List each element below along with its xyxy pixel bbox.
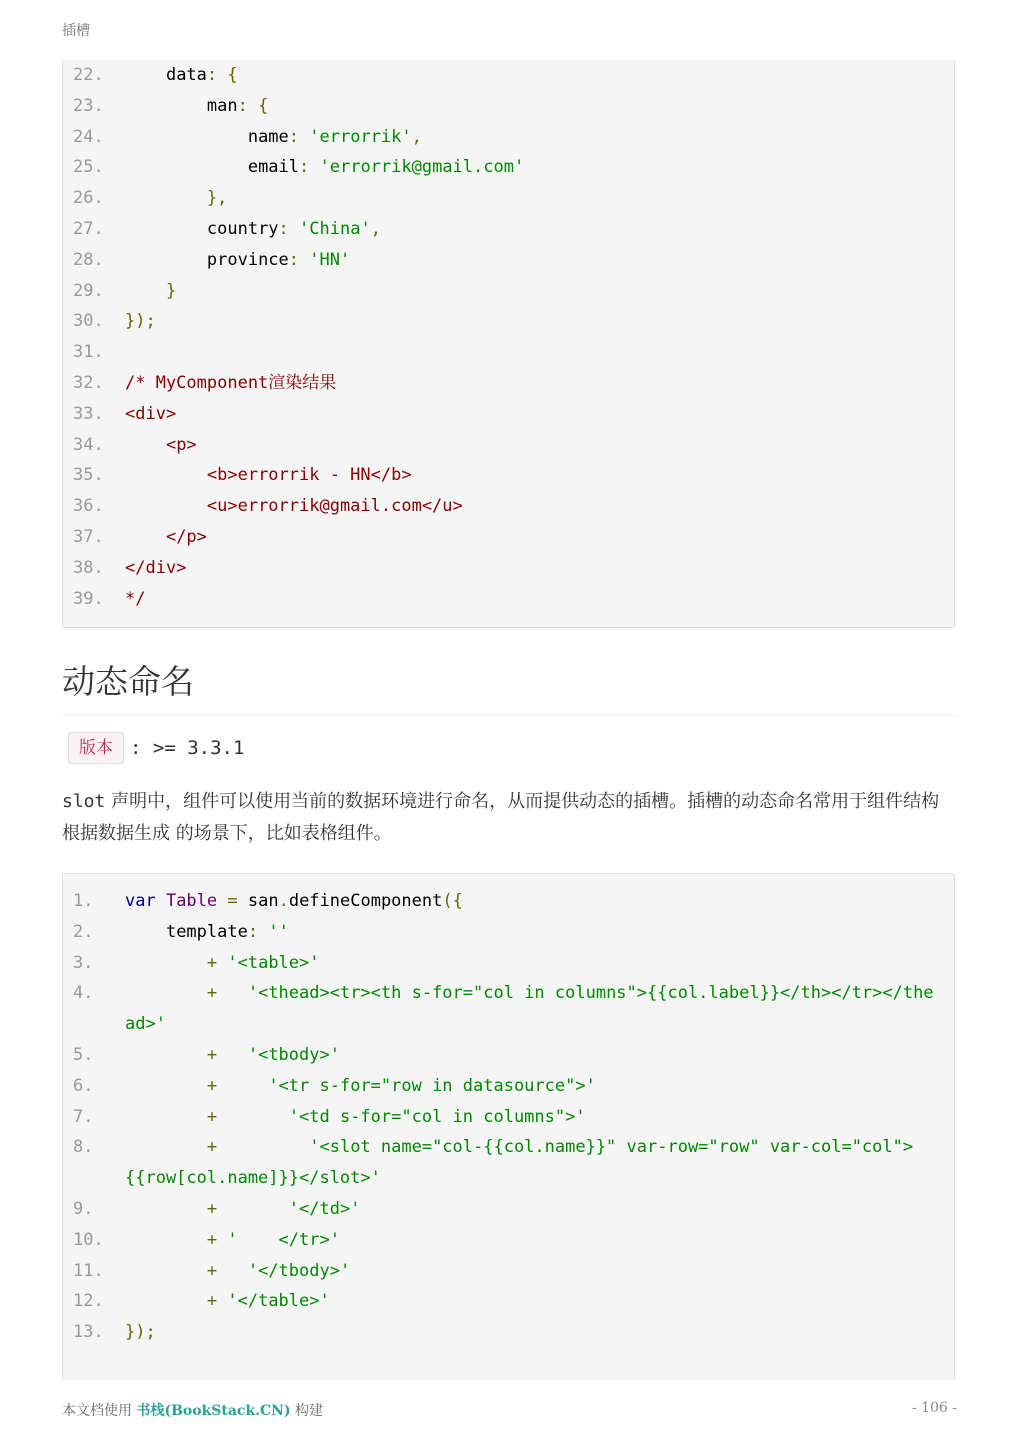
line-number: 38.	[73, 557, 104, 578]
code-token: : {	[206, 65, 238, 85]
code-token: <u>errorrik@gmail.com</u>	[125, 496, 463, 517]
code-token: });	[125, 311, 156, 332]
line-number: 27.	[73, 218, 104, 239]
code-token: :	[278, 218, 300, 239]
line-number: 4.	[73, 983, 94, 1004]
code-text	[125, 368, 934, 399]
code-text	[125, 60, 934, 91]
code-line	[63, 1071, 954, 1102]
code-token: +	[125, 1137, 310, 1158]
line-number: 5.	[73, 1044, 94, 1065]
line-number: 12.	[73, 1291, 104, 1312]
code-line	[63, 183, 954, 214]
code-text	[125, 399, 934, 430]
code-line	[63, 245, 954, 276]
code-token: <b>errorrik - HN</b>	[125, 465, 412, 486]
code-token: :	[288, 249, 310, 270]
code-token: '<tbody>'	[247, 1044, 340, 1065]
line-number: 11.	[73, 1260, 104, 1281]
code-token: });	[125, 1322, 156, 1343]
code-text	[125, 430, 934, 461]
code-token: name	[125, 126, 289, 147]
line-number: 37.	[73, 526, 104, 547]
code-text	[125, 491, 934, 522]
code-token: '<thead><tr><th s-for="col in columns">{{col.label}}</th></tr></thead>'	[125, 983, 934, 1035]
code-line	[63, 91, 954, 122]
code-text	[125, 91, 934, 122]
code-block-2	[62, 873, 955, 1380]
line-number: 1.	[73, 891, 94, 911]
line-number: 30.	[73, 311, 104, 332]
code-token: }	[125, 280, 177, 301]
code-line	[63, 337, 954, 368]
code-token: =	[227, 891, 248, 911]
code-token: </p>	[125, 526, 207, 547]
code-token: <p>	[125, 434, 197, 455]
code-text	[125, 214, 934, 245]
line-number: 34.	[73, 434, 104, 455]
footer-suffix: 构建	[290, 1403, 324, 1419]
line-number: 28.	[73, 249, 104, 270]
code-line	[63, 460, 954, 491]
line-number: 39.	[73, 588, 104, 609]
code-line	[63, 399, 954, 430]
line-number: 3.	[73, 952, 94, 973]
code-text	[125, 978, 934, 1040]
code-text	[125, 1071, 934, 1102]
code-token: 'errorrik'	[309, 126, 412, 147]
code-line	[63, 60, 954, 91]
code-token: ' </tr>'	[227, 1229, 340, 1250]
code-text	[125, 1132, 934, 1194]
code-token: +	[125, 1291, 228, 1312]
section-paragraph	[62, 786, 957, 850]
code-block-1	[62, 60, 955, 628]
code-token: :	[288, 126, 310, 147]
code-text	[125, 1040, 934, 1071]
code-text	[125, 584, 934, 615]
code-token: +	[125, 1229, 228, 1250]
code-token: defineComponent	[288, 891, 443, 911]
footer-link[interactable]: 书栈(BookStack.CN)	[136, 1403, 291, 1419]
code-token: '<table>'	[227, 952, 320, 973]
line-number: 35.	[73, 465, 104, 486]
code-token: +	[125, 952, 228, 973]
code-line	[63, 152, 954, 183]
code-line	[63, 978, 954, 1040]
code-token: 'errorrik@gmail.com'	[319, 157, 525, 178]
code-token: '<slot name="col-{{col.name}}" var-row="row" var-col="col">{{row[col.name]}}</slot>'	[125, 1137, 914, 1189]
code-token: </div>	[125, 557, 187, 578]
code-token: :	[299, 157, 320, 178]
code-line	[63, 1225, 954, 1256]
code-token: Table	[165, 891, 228, 911]
code-line	[63, 1132, 954, 1194]
code-line	[63, 1102, 954, 1133]
code-text	[125, 1225, 934, 1256]
footer-prefix: 本文档使用	[62, 1403, 137, 1419]
code-token: 'HN'	[309, 249, 351, 270]
code-line	[63, 917, 954, 948]
code-token: /* MyComponent渲染结果	[125, 372, 337, 393]
code-token: 'China'	[299, 218, 371, 239]
code-text	[125, 460, 934, 491]
line-number: 2.	[73, 921, 94, 942]
code-token: +	[125, 1260, 248, 1281]
line-number: 13.	[73, 1322, 104, 1343]
line-number: 36.	[73, 496, 104, 517]
code-token: country	[125, 218, 279, 239]
code-token: '<tr s-for="row in datasource">'	[268, 1075, 596, 1096]
line-number: 29.	[73, 280, 104, 301]
code-line	[63, 584, 954, 615]
code-token: ({	[442, 891, 463, 911]
line-number: 6.	[73, 1075, 94, 1096]
code-token: ,	[411, 126, 422, 147]
code-token: '</td>'	[288, 1198, 361, 1219]
code-text	[125, 553, 934, 584]
code-token: san	[247, 891, 279, 911]
code-text	[125, 1286, 934, 1317]
code-token: email	[125, 157, 300, 178]
code-line	[63, 306, 954, 337]
code-text	[125, 122, 934, 153]
page-header-label: 插槽	[62, 23, 90, 39]
code-line	[63, 122, 954, 153]
code-token: : {	[237, 95, 269, 116]
line-number: 8.	[73, 1137, 94, 1158]
code-token: +	[125, 1044, 248, 1065]
code-text	[125, 917, 934, 948]
code-token: },	[125, 188, 228, 209]
code-line	[63, 491, 954, 522]
code-token: data	[125, 65, 207, 85]
inline-code: slot	[62, 791, 106, 812]
code-token: :	[247, 921, 269, 942]
line-number: 26.	[73, 188, 104, 209]
code-line	[63, 1286, 954, 1317]
code-text	[125, 245, 934, 276]
line-number: 7.	[73, 1106, 94, 1127]
code-token: +	[125, 983, 248, 1004]
line-number: 9.	[73, 1198, 94, 1219]
line-number: 33.	[73, 403, 104, 424]
code-text	[125, 276, 934, 307]
code-token: */	[125, 588, 146, 609]
code-text	[125, 1317, 934, 1348]
line-number: 10.	[73, 1229, 104, 1250]
section-heading: 动态命名	[62, 656, 957, 716]
code-token: template	[125, 921, 248, 942]
version-value: : >= 3.3.1	[130, 737, 245, 759]
code-token: '</table>'	[227, 1291, 330, 1312]
code-text	[125, 886, 934, 917]
code-line	[63, 214, 954, 245]
code-line	[63, 1040, 954, 1071]
code-token: .	[278, 891, 289, 911]
paragraph-text: 声明中，组件可以使用当前的数据环境进行命名，从而提供动态的插槽。插槽的动态命名常用于组件结构根据数据生成 的场景下，比如表格组件。	[62, 791, 940, 844]
code-line	[63, 886, 954, 917]
code-text	[125, 1256, 934, 1287]
code-text	[125, 306, 934, 337]
code-text	[125, 1102, 934, 1133]
code-token: '<td s-for="col in columns">'	[288, 1106, 586, 1127]
code-line	[63, 276, 954, 307]
code-token: ,	[370, 218, 381, 239]
code-token: '</tbody>'	[247, 1260, 351, 1281]
code-token: <div>	[125, 403, 177, 424]
code-token: +	[125, 1198, 289, 1219]
code-line	[63, 1317, 954, 1348]
code-text	[125, 152, 934, 183]
version-badge: 版本	[68, 732, 124, 764]
line-number: 31.	[73, 342, 104, 363]
code-token: man	[125, 95, 238, 116]
code-line	[63, 430, 954, 461]
code-lines	[63, 60, 954, 614]
code-line	[63, 522, 954, 553]
page-number: - 106 -	[911, 1400, 957, 1416]
code-line	[63, 1256, 954, 1287]
line-number: 24.	[73, 126, 104, 147]
line-number: 22.	[73, 65, 104, 85]
code-line	[63, 948, 954, 979]
line-number: 23.	[73, 95, 104, 116]
code-text	[125, 948, 934, 979]
footer-credit	[62, 1400, 323, 1420]
code-text	[125, 183, 934, 214]
code-line	[63, 368, 954, 399]
line-number: 32.	[73, 372, 104, 393]
code-lines	[63, 886, 954, 1348]
code-token: ''	[268, 921, 289, 942]
code-token: province	[125, 249, 289, 270]
code-line	[63, 1194, 954, 1225]
code-token: +	[125, 1106, 289, 1127]
code-text	[125, 522, 934, 553]
code-text	[125, 1194, 934, 1225]
line-number: 25.	[73, 157, 104, 178]
code-token: +	[125, 1075, 269, 1096]
code-token: var	[125, 891, 166, 911]
code-line	[63, 553, 954, 584]
version-row	[68, 731, 244, 765]
